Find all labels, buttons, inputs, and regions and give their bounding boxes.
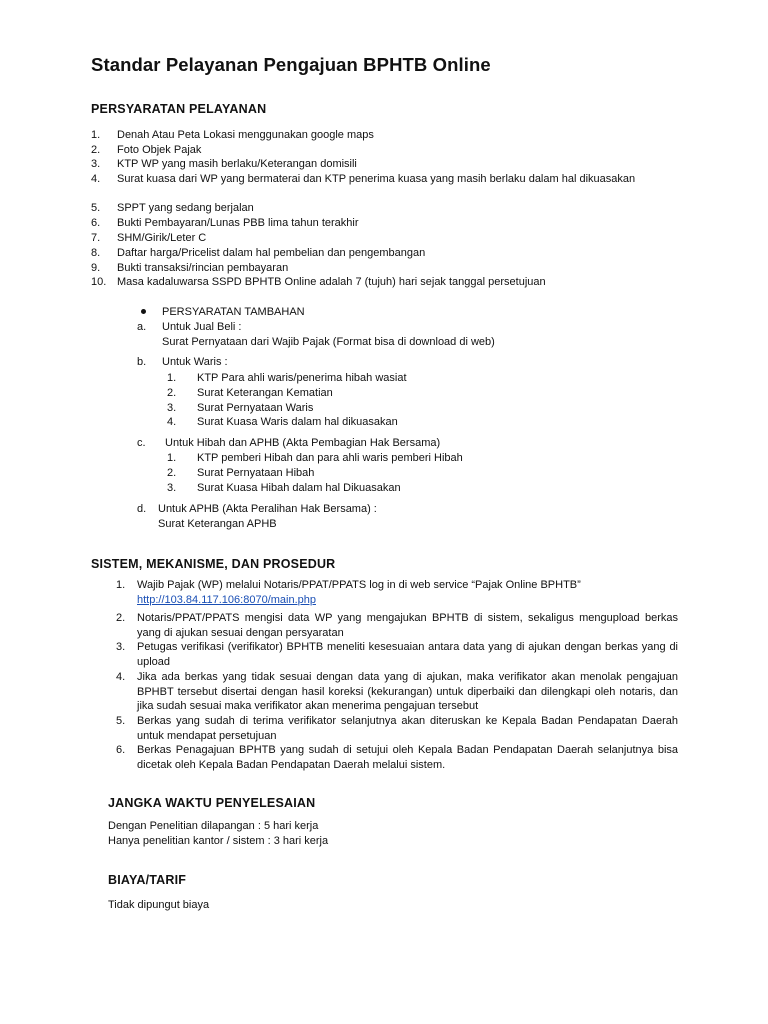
list-text: Wajib Pajak (WP) melalui Notaris/PPAT/PPATS log in di web service “Pajak Online BPHTB” xyxy=(137,579,581,591)
nested-number: 2. xyxy=(167,467,177,479)
nested-text: KTP pemberi Hibah dan para ahli waris pemberi Hibah xyxy=(197,452,463,464)
list-item xyxy=(91,201,678,216)
sublist-title-jual-beli: Untuk Jual Beli : xyxy=(162,321,242,333)
list-text: Jika ada berkas yang tidak sesuai dengan data yang di ajukan, maka verifikator akan menolak pengajuan BPHBT tersebut disertai dengan hasil koreksi (kekurangan) untuk diperbaiki dan dilengkapi oleh notaris, dan jika sudah sesuai maka verifikator akan menerima pengajuan tersebut xyxy=(137,671,678,713)
list-item xyxy=(116,743,678,772)
list-item xyxy=(116,640,678,669)
section-heading-biaya: BIAYA/TARIF xyxy=(108,873,187,887)
list-item xyxy=(91,143,678,158)
nested-text: Surat Kuasa Waris dalam hal dikuasakan xyxy=(197,416,398,428)
sublist-label: b. xyxy=(137,356,147,368)
list-item xyxy=(91,216,678,231)
list-number: 2. xyxy=(116,612,126,624)
list-item xyxy=(91,128,678,143)
bullet-icon xyxy=(141,309,146,314)
section-heading-persyaratan: PERSYARATAN PELAYANAN xyxy=(91,102,267,116)
fee-text: Tidak dipungut biaya xyxy=(108,899,210,911)
list-item xyxy=(116,714,678,743)
page-title: Standar Pelayanan Pengajuan BPHTB Online xyxy=(91,54,491,75)
list-number: 8. xyxy=(91,247,101,259)
sublist-label: a. xyxy=(137,321,147,333)
list-item xyxy=(91,246,678,261)
list-number: 4. xyxy=(116,671,126,683)
list-number: 3. xyxy=(91,158,101,170)
list-number: 5. xyxy=(116,715,126,727)
nested-number: 3. xyxy=(167,402,177,414)
list-number: 10. xyxy=(91,276,107,288)
list-number: 6. xyxy=(91,217,101,229)
nested-number: 1. xyxy=(167,372,177,384)
nested-number: 2. xyxy=(167,387,177,399)
list-item xyxy=(116,611,678,640)
list-text: SHM/Girik/Leter C xyxy=(117,232,207,244)
nested-number: 1. xyxy=(167,452,177,464)
nested-number: 4. xyxy=(167,416,177,428)
list-item xyxy=(91,261,678,276)
list-item xyxy=(91,275,678,290)
section-heading-jangka-waktu: JANGKA WAKTU PENYELESAIAN xyxy=(108,796,316,810)
list-text: Denah Atau Peta Lokasi menggunakan google maps xyxy=(117,129,374,141)
list-text: Berkas yang sudah di terima verifikator selanjutnya akan diteruskan ke Kepala Badan Pendapatan Daerah untuk mendapat persetujuan xyxy=(137,715,678,742)
list-number: 3. xyxy=(116,641,126,653)
sublist-label: d. xyxy=(137,503,147,515)
list-item xyxy=(91,231,678,246)
web-service-link[interactable]: http://103.84.117.106:8070/main.php xyxy=(137,593,316,606)
sublist-text: Surat Pernyataan dari Wajib Pajak (Format bisa di download di web) xyxy=(162,336,495,348)
list-number: 1. xyxy=(116,579,126,591)
list-item xyxy=(116,578,678,607)
list-item xyxy=(116,670,678,714)
nested-text: Surat Kuasa Hibah dalam hal Dikuasakan xyxy=(197,482,401,494)
sublist-title-hibah: Untuk Hibah dan APHB (Akta Pembagian Hak Bersama) xyxy=(165,437,441,449)
list-text: Surat kuasa dari WP yang bermaterai dan KTP penerima kuasa yang masih berlaku dalam hal dikuasakan xyxy=(117,173,636,185)
list-text: Daftar harga/Pricelist dalam hal pembelian dan pengembangan xyxy=(117,247,426,259)
sublist-text: Surat Keterangan APHB xyxy=(158,518,277,530)
subsection-heading-tambahan: PERSYARATAN TAMBAHAN xyxy=(162,306,305,318)
nested-text: KTP Para ahli waris/penerima hibah wasiat xyxy=(197,372,407,384)
list-number: 6. xyxy=(116,744,126,756)
list-item xyxy=(91,172,678,187)
list-text: Foto Objek Pajak xyxy=(117,144,202,156)
duration-line: Dengan Penelitian dilapangan : 5 hari kerja xyxy=(108,820,319,832)
list-number: 9. xyxy=(91,262,101,274)
sublist-label: c. xyxy=(137,437,146,449)
nested-number: 3. xyxy=(167,482,177,494)
sublist-title-aphb: Untuk APHB (Akta Peralihan Hak Bersama) : xyxy=(158,503,377,515)
nested-text: Surat Keterangan Kematian xyxy=(197,387,333,399)
sublist-title-waris: Untuk Waris : xyxy=(162,356,228,368)
list-text: Petugas verifikasi (verifikator) BPHTB meneliti kesesuaian antara data yang di ajukan dengan berkas yang di upload xyxy=(137,641,678,668)
list-text: SPPT yang sedang berjalan xyxy=(117,202,254,214)
list-text: Bukti Pembayaran/Lunas PBB lima tahun terakhir xyxy=(117,217,359,229)
list-number: 7. xyxy=(91,232,101,244)
list-text: Bukti transaksi/rincian pembayaran xyxy=(117,262,289,274)
nested-text: Surat Pernyataan Waris xyxy=(197,402,314,414)
list-item xyxy=(91,157,678,172)
list-text: Berkas Penagajuan BPHTB yang sudah di setujui oleh Kepala Badan Pendapatan Daerah selanjutnya bisa dicetak oleh Kepala Badan Pendapatan Daerah melalui sistem. xyxy=(137,744,678,771)
duration-line: Hanya penelitian kantor / sistem : 3 hari kerja xyxy=(108,835,329,847)
list-number: 5. xyxy=(91,202,101,214)
section-heading-sistem: SISTEM, MEKANISME, DAN PROSEDUR xyxy=(91,557,336,571)
nested-text: Surat Pernyataan Hibah xyxy=(197,467,315,479)
list-number: 4. xyxy=(91,173,101,185)
list-number: 2. xyxy=(91,144,101,156)
list-text: KTP WP yang masih berlaku/Keterangan domisili xyxy=(117,158,357,170)
list-text: Notaris/PPAT/PPATS mengisi data WP yang mengajukan BPHTB di sistem, sekaligus mengupload berkas yang di ajukan sesuai dengan persyaratan xyxy=(137,612,678,639)
list-number: 1. xyxy=(91,129,101,141)
list-text: Masa kadaluwarsa SSPD BPHTB Online adalah 7 (tujuh) hari sejak tanggal persetujuan xyxy=(117,276,546,288)
